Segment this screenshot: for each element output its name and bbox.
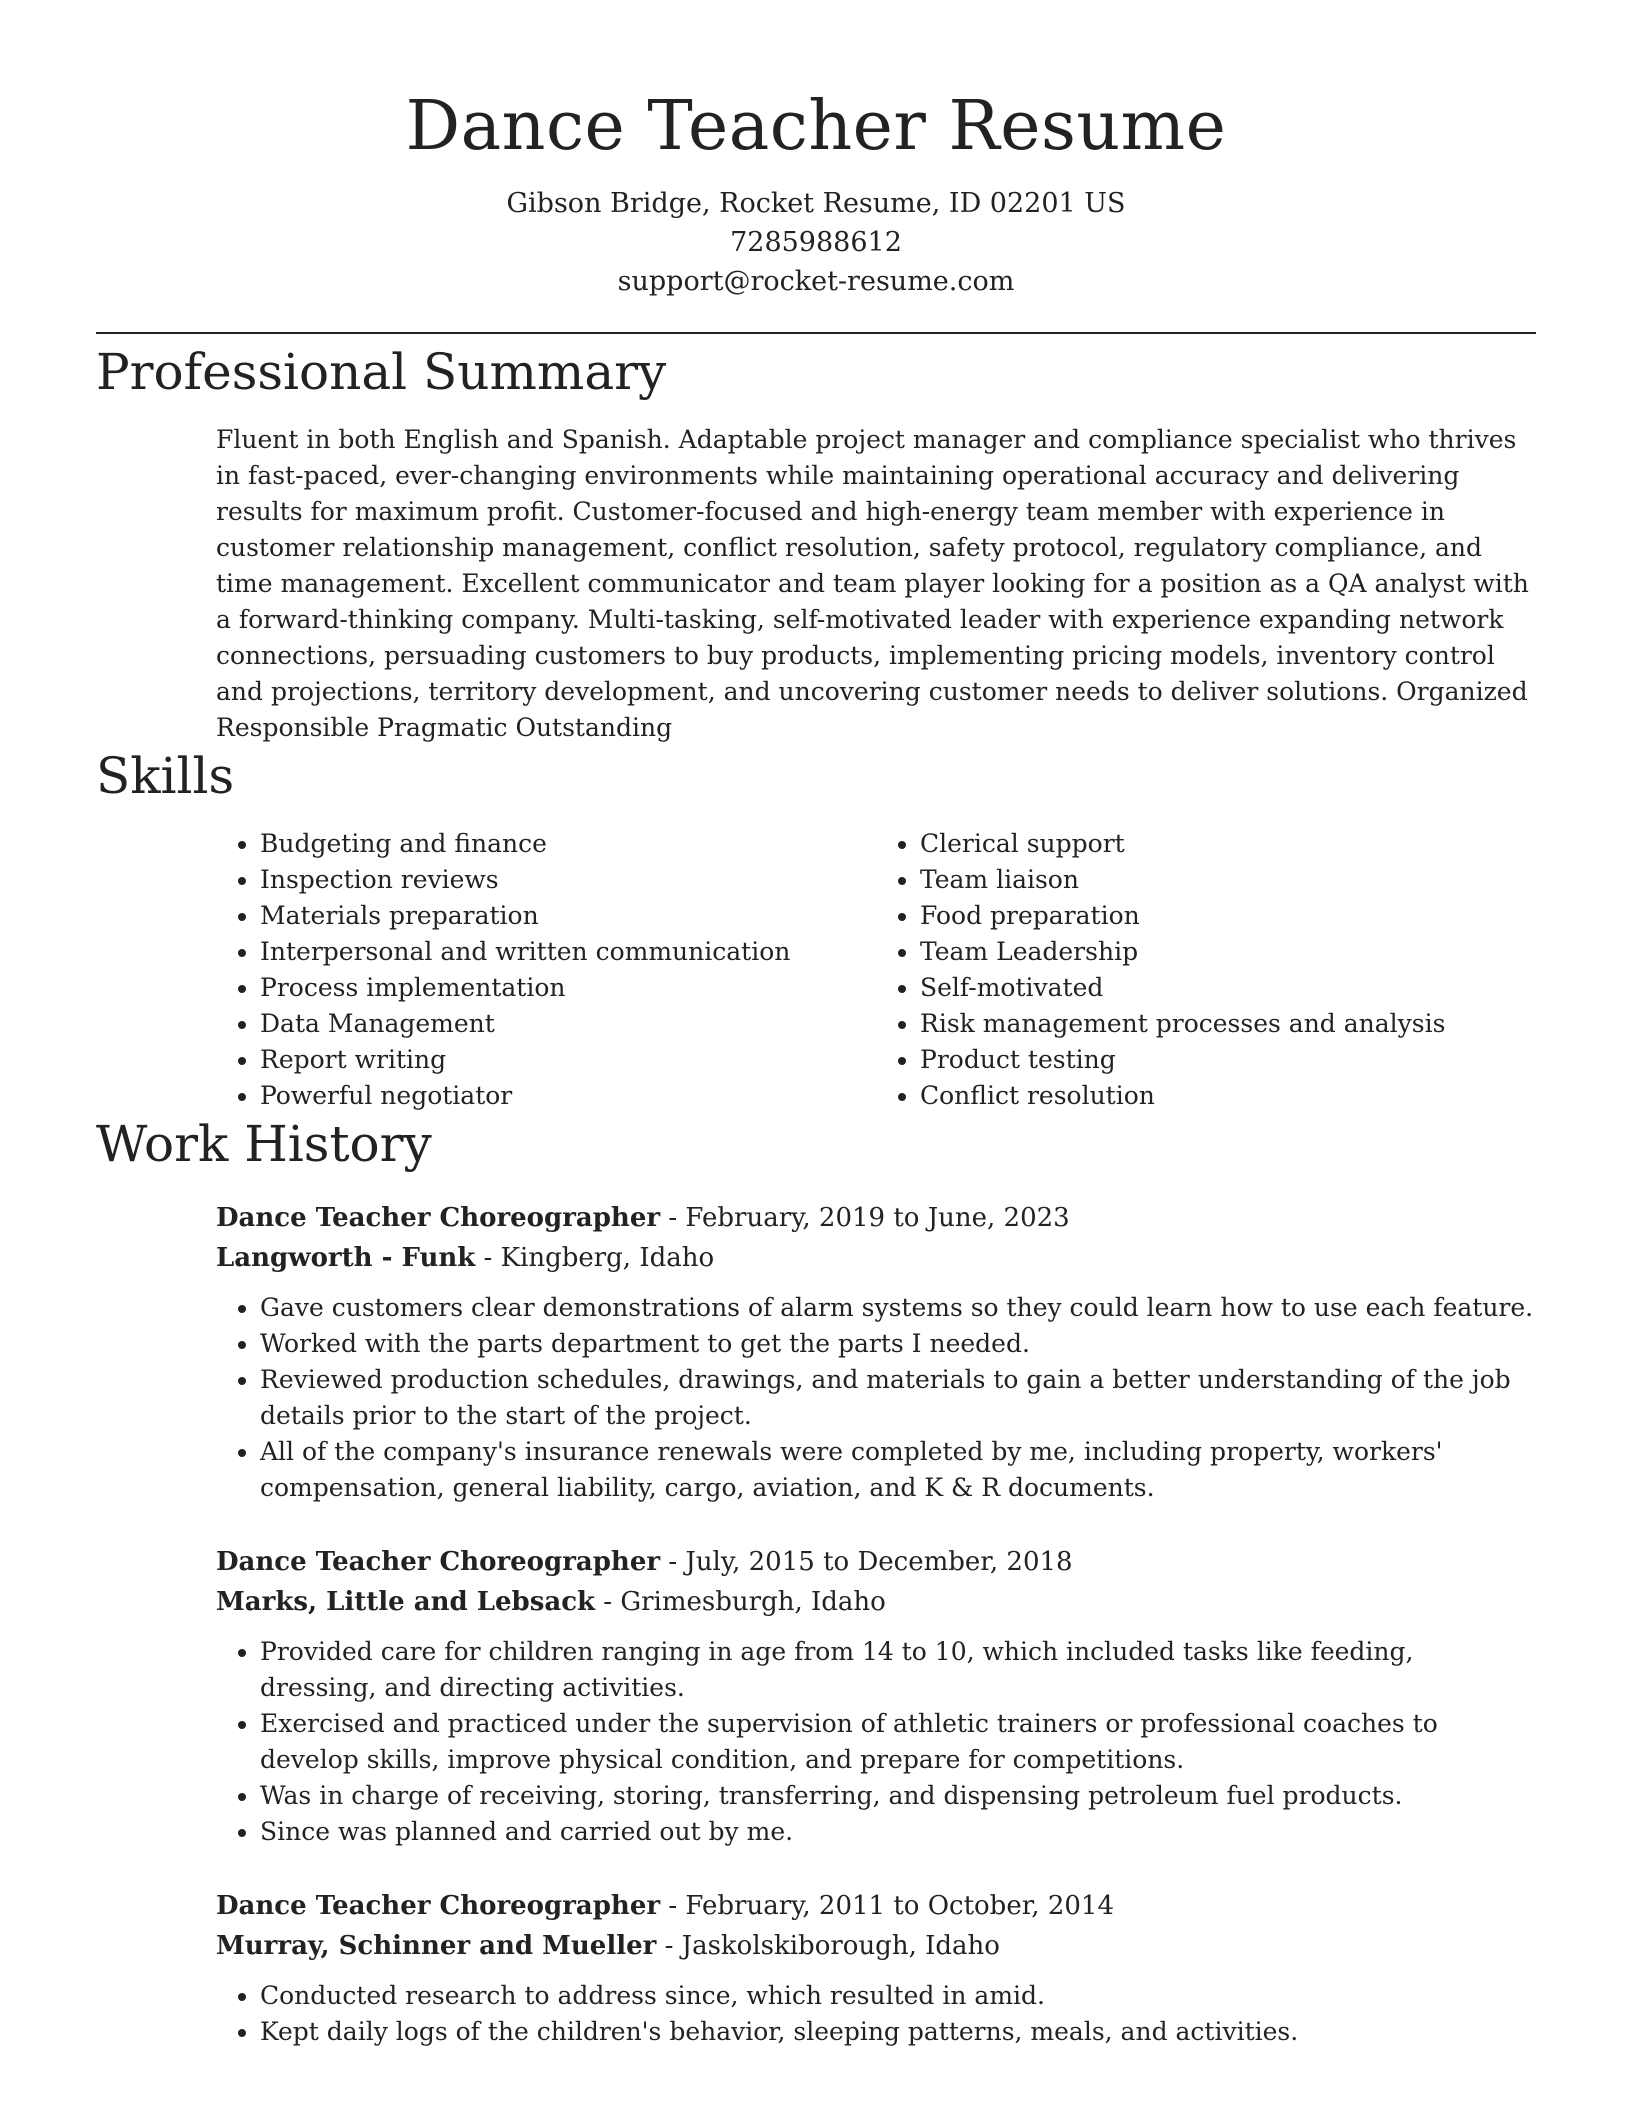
- job-bullets: [216, 1634, 1536, 1850]
- job-bullet: • Worked with the parts department to get the parts I needed.: [260, 1326, 1536, 1362]
- skill-item: • Self-motivated: [920, 970, 1536, 1006]
- job-company-line: [216, 1926, 1536, 1966]
- job-company: Marks, Little and Lebsack: [216, 1587, 596, 1617]
- phone-line: 7285988612: [730, 227, 902, 258]
- skills-heading: Skills: [96, 747, 235, 805]
- job-bullet: • Gave customers clear demonstrations of alarm systems so they could learn how to use each feature.: [260, 1290, 1536, 1326]
- job-bullets: [216, 1978, 1536, 2050]
- skill-item: • Budgeting and finance: [260, 826, 876, 862]
- job-title: Dance Teacher Choreographer: [216, 1547, 661, 1577]
- job-dates: - February, 2019 to June, 2023: [660, 1203, 1070, 1233]
- job-bullet: • Kept daily logs of the children's behavior, sleeping patterns, meals, and activities.: [260, 2014, 1536, 2050]
- skill-item: • Interpersonal and written communication: [260, 934, 876, 970]
- summary-text: Fluent in both English and Spanish. Adaptable project manager and compliance specialist who thrives in fast-paced, ever-changing environments while maintaining operational accuracy and delivering results for maximum profit. Customer-focused and high-energy team member with experience in customer relationship management, conflict resolution, safety protocol, regulatory compliance, and time management. Excellent communicator and team player looking for a position as a QA analyst with a forward-thinking company. Multi-tasking, self-motivated leader with experience expanding network connections, persuading customers to buy products, implementing pricing models, inventory control and projections, territory development, and uncovering customer needs to deliver solutions. Organized Responsible Pragmatic Outstanding: [216, 425, 1529, 742]
- address-line: Gibson Bridge, Rocket Resume, ID 02201 US: [506, 188, 1126, 219]
- job-entry: [216, 1886, 1536, 2050]
- skills-list-left: [216, 826, 876, 1114]
- job-bullet: • Since was planned and carried out by me.: [260, 1814, 1536, 1850]
- skill-item: • Report writing: [260, 1042, 876, 1078]
- skill-item: • Team liaison: [920, 862, 1536, 898]
- skill-item: • Clerical support: [920, 826, 1536, 862]
- job-bullet: • All of the company's insurance renewals were completed by me, including property, workers' compensation, general liability, cargo, aviation, and K & R documents.: [260, 1434, 1536, 1506]
- skills-list-right: [876, 826, 1536, 1114]
- skill-item: • Powerful negotiator: [260, 1078, 876, 1114]
- skill-item: • Product testing: [920, 1042, 1536, 1078]
- resume-title: Dance Teacher Resume: [405, 87, 1227, 166]
- job-dates: - February, 2011 to October, 2014: [660, 1891, 1114, 1921]
- summary-heading: Professional Summary: [96, 343, 667, 401]
- job-entry: [216, 1198, 1536, 1506]
- skill-item: • Materials preparation: [260, 898, 876, 934]
- job-location: - Grimesburgh, Idaho: [595, 1587, 886, 1617]
- header-divider: [96, 332, 1536, 334]
- job-bullet: • Exercised and practiced under the supervision of athletic trainers or professional coaches to develop skills, improve physical condition, and prepare for competitions.: [260, 1706, 1536, 1778]
- job-company: Langworth - Funk: [216, 1243, 476, 1273]
- job-bullet: • Conducted research to address since, which resulted in amid.: [260, 1978, 1536, 2014]
- job-title-line: [216, 1198, 1536, 1238]
- job-title: Dance Teacher Choreographer: [216, 1203, 661, 1233]
- job-bullets: [216, 1290, 1536, 1506]
- job-title-line: [216, 1542, 1536, 1582]
- job-title-line: [216, 1886, 1536, 1926]
- job-company: Murray, Schinner and Mueller: [216, 1931, 657, 1961]
- skill-item: • Conflict resolution: [920, 1078, 1536, 1114]
- job-bullet: • Was in charge of receiving, storing, transferring, and dispensing petroleum fuel products.: [260, 1778, 1536, 1814]
- job-bullet: • Reviewed production schedules, drawings, and materials to gain a better understanding of the job details prior to the start of the project.: [260, 1362, 1536, 1434]
- work-history-heading: Work History: [96, 1115, 432, 1173]
- job-location: - Kingberg, Idaho: [475, 1243, 715, 1273]
- job-company-line: [216, 1238, 1536, 1278]
- job-company-line: [216, 1582, 1536, 1622]
- job-title: Dance Teacher Choreographer: [216, 1891, 661, 1921]
- job-dates: - July, 2015 to December, 2018: [660, 1547, 1073, 1577]
- skill-item: • Data Management: [260, 1006, 876, 1042]
- skill-item: • Risk management processes and analysis: [920, 1006, 1536, 1042]
- resume-header: [96, 0, 1536, 301]
- skills-columns: [216, 826, 1536, 1114]
- resume-page: [96, 0, 1536, 2050]
- job-bullet: • Provided care for children ranging in age from 14 to 10, which included tasks like feeding, dressing, and directing activities.: [260, 1634, 1536, 1706]
- job-entry: [216, 1542, 1536, 1850]
- contact-block: [96, 184, 1536, 301]
- job-location: - Jaskolskiborough, Idaho: [656, 1931, 1000, 1961]
- skill-item: • Food preparation: [920, 898, 1536, 934]
- skill-item: • Inspection reviews: [260, 862, 876, 898]
- skill-item: • Team Leadership: [920, 934, 1536, 970]
- email-line[interactable]: support@rocket-resume.com: [617, 266, 1015, 297]
- skill-item: • Process implementation: [260, 970, 876, 1006]
